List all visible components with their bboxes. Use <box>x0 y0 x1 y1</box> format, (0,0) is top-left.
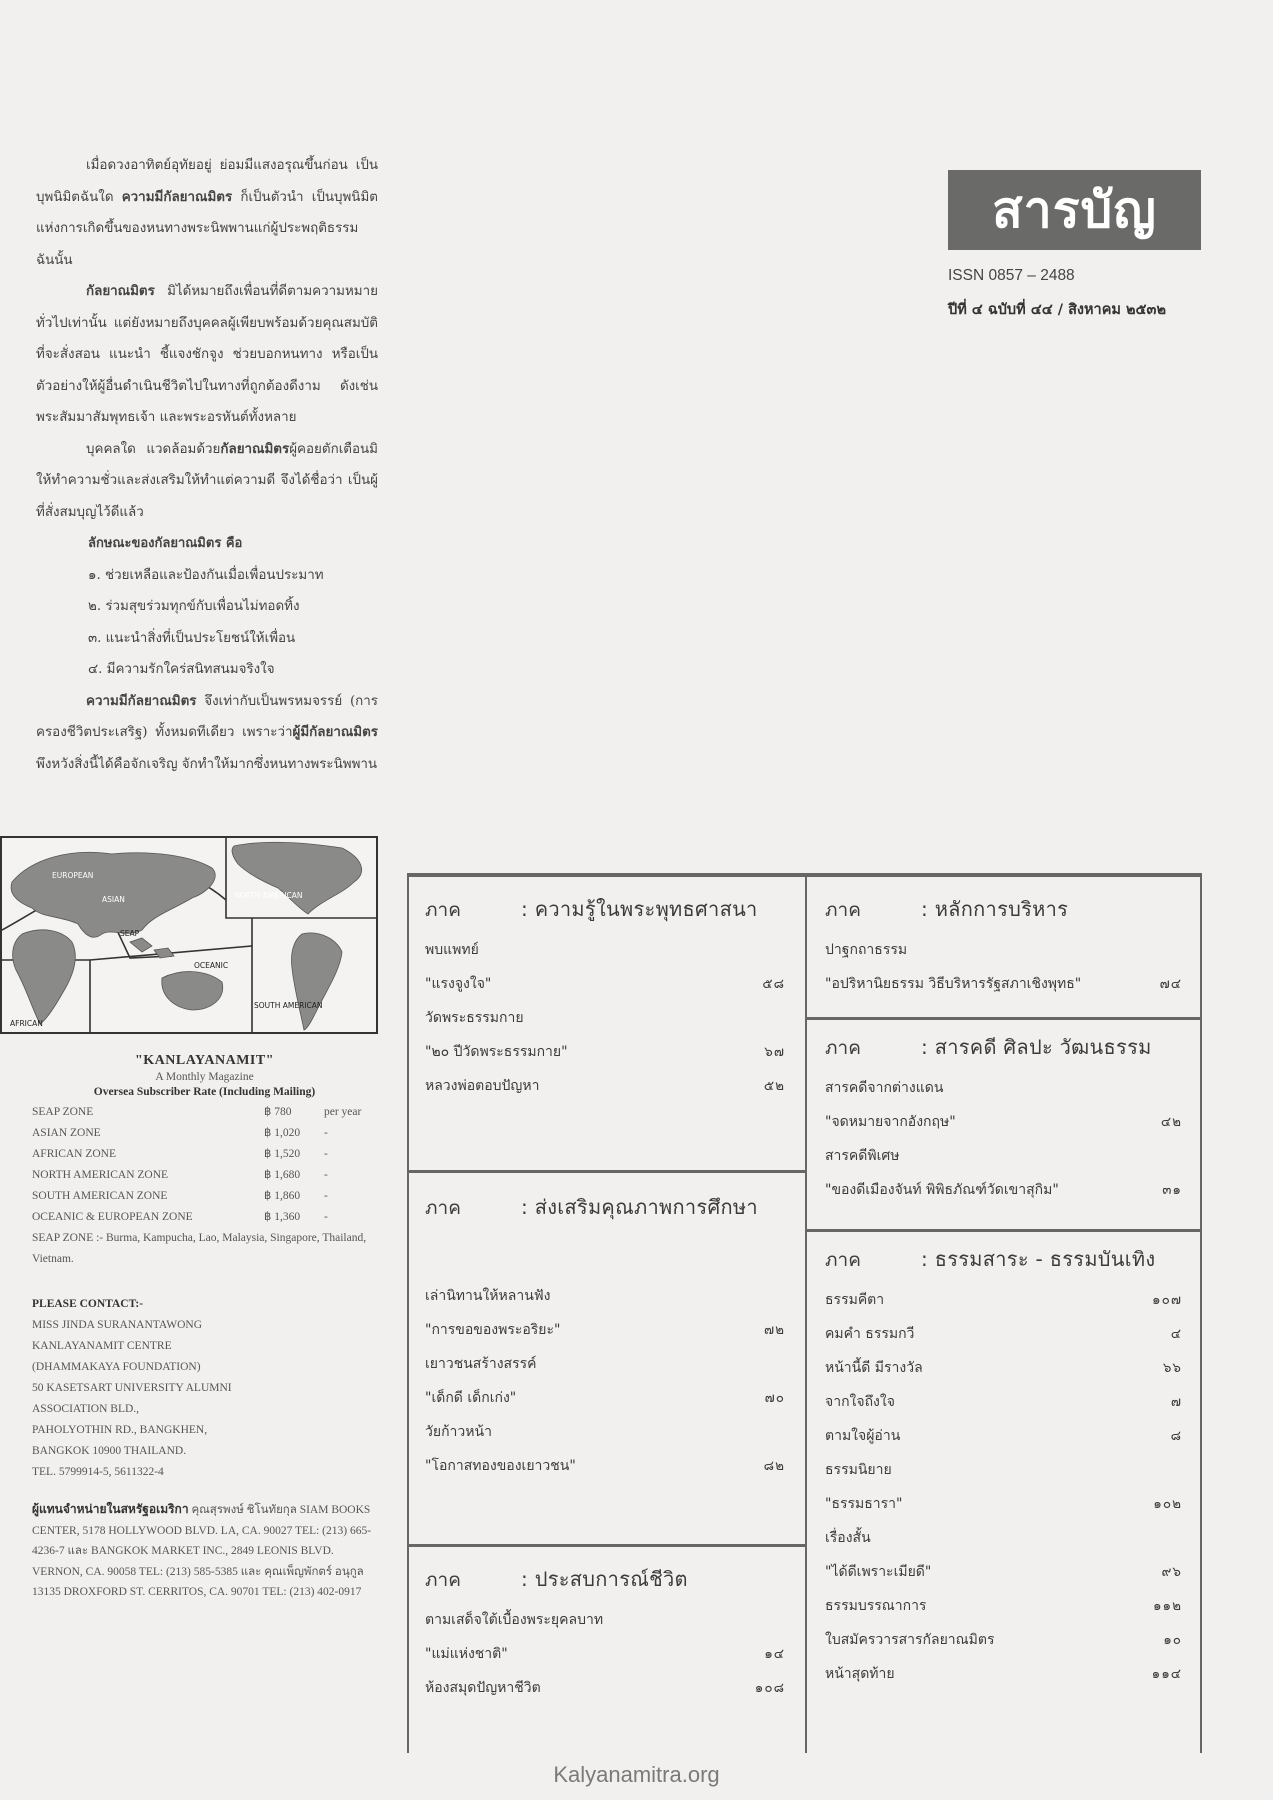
entry-page: ๓๑ <box>1162 1182 1182 1198</box>
map-drawing <box>2 838 376 1032</box>
toc-entry[interactable] <box>825 1139 1182 1173</box>
rate-row <box>32 1165 377 1186</box>
contact-line: TEL. 5799914-5, 5611322-4 <box>32 1466 164 1478</box>
entry-title: หน้านี้ดี มีรางวัล <box>825 1360 923 1376</box>
map-label-european: EUROPEAN <box>52 871 94 880</box>
section-header <box>425 1187 785 1227</box>
north-america-landmass <box>232 842 362 914</box>
section-title: : ธรรมสาระ - ธรรมบันเทิง <box>921 1247 1156 1271</box>
entry-title: ธรรมบรรณาการ <box>825 1598 927 1614</box>
rate-list <box>32 1102 377 1228</box>
entry-page: ๑๐๘ <box>754 1680 785 1696</box>
entry-page: ๘๒ <box>763 1458 785 1474</box>
contact-line: (DHAMMAKAYA FOUNDATION) <box>32 1361 201 1373</box>
toc-section-documentary <box>807 1027 1200 1207</box>
section-header <box>425 1559 785 1599</box>
toc-entry[interactable] <box>825 1589 1182 1623</box>
map-label-oceanic: OCEANIC <box>194 961 229 970</box>
rate-unit: - <box>324 1190 328 1202</box>
rate-row <box>32 1144 377 1165</box>
rate-row <box>32 1123 377 1144</box>
us-agent-text: คุณสุรพงษ์ ชิโนทัยกุล SIAM BOOKS CENTER, 5178 HOLLYWOOD BLVD. LA, CA. 90027 TEL: (213) 665-4236-7 และ BANGKOK MARKET INC., 2849 LEONIS BLVD. VERNON, CA. 90058 TEL: (213) 585-5385 และ คุณเพ็ญพักตร์ อนุกูล 13135 DROXFORD ST. CERRITOS, CA. 90701 TEL: (213) 402-0917 <box>32 1504 372 1598</box>
entry-title: "ธรรมธารา" <box>825 1496 903 1512</box>
rate-zone: SEAP ZONE <box>32 1106 94 1118</box>
entry-title: "ของดีเมืองจันท์ พิพิธภัณฑ์วัดเขาสุกิม" <box>825 1182 1059 1198</box>
intro-paragraph-2: กัลยาณมิตร มิได้หมายถึงเพื่อนที่ดีตามความหมายทั่วไปเท่านั้น แต่ยังหมายถึงบุคคลผู้เพียบพร้อมด้วยคุณสมบัติที่จะสั่งสอน แนะนำ ชี้แจงชักจูง ช่วยบอกหนทาง หรือเป็นตัวอย่างให้ผู้อื่นดำเนินชีวิตไปในทางที่ถูกต้องดีงาม ดังเช่นพระสัมมาสัมพุทธเจ้า และพระอรหันต์ทั้งหลาย <box>36 284 378 425</box>
rate-unit: - <box>324 1169 328 1181</box>
contact-line: PAHOLYOTHIN RD., BANGKHEN, <box>32 1424 208 1436</box>
intro-text <box>36 150 378 780</box>
south-america-landmass <box>291 933 342 1030</box>
entry-page: ๑๐ <box>1163 1632 1182 1648</box>
entry-title: "โอกาสทองของเยาวชน" <box>425 1458 576 1474</box>
map-label-african: AFRICAN <box>10 1019 43 1028</box>
contact-block <box>32 1294 377 1483</box>
rate-zone: NORTH AMERICAN ZONE <box>32 1169 169 1181</box>
toc-entry[interactable] <box>425 1347 785 1381</box>
quality-item: ๔. มีความรักใคร่สนิทสนมจริงใจ <box>88 662 275 677</box>
section-label: ภาค <box>825 899 861 921</box>
entry-page: ๗๐ <box>764 1390 785 1406</box>
entry-page: ๗๒ <box>763 1322 785 1338</box>
section-label: ภาค <box>825 1037 861 1059</box>
section-title: : ประสบการณ์ชีวิต <box>521 1567 688 1591</box>
rate-row <box>32 1102 377 1123</box>
toc-entry[interactable] <box>825 1173 1182 1207</box>
entry-title: วัดพระธรรมกาย <box>425 1010 524 1026</box>
entry-title: "แรงจูงใจ" <box>425 976 492 992</box>
toc-section-education <box>409 1187 805 1483</box>
entry-title: "เด็กดี เด็กเก่ง" <box>425 1390 517 1406</box>
magazine-name: "KANLAYANAMIT" <box>135 1053 274 1068</box>
entry-page: ๑๐๗ <box>1152 1292 1182 1308</box>
entry-title: ห้องสมุดปัญหาชีวิต <box>425 1680 541 1696</box>
section-header <box>825 889 1182 929</box>
toc-entry[interactable] <box>825 1105 1182 1139</box>
toc-section-dhamma <box>807 1239 1200 1691</box>
entry-title: ตามเสด็จใต้เบื้องพระยุคลบาท <box>425 1612 604 1628</box>
section-label: ภาค <box>425 1569 461 1591</box>
rate-unit: per year <box>324 1106 362 1118</box>
toc-entry[interactable] <box>425 967 785 1001</box>
entry-page: ๕๘ <box>762 976 785 992</box>
entry-title: ใบสมัครวารสารกัลยาณมิตร <box>825 1632 995 1648</box>
quality-item: ๑. ช่วยเหลือและป้องกันเมื่อเพื่อนประมาท <box>88 567 324 583</box>
entry-title: เยาวชนสร้างสรรค์ <box>425 1356 537 1372</box>
section-divider <box>409 1170 805 1173</box>
toc-entry[interactable] <box>825 1521 1182 1555</box>
intro-paragraph-4: ความมีกัลยาณมิตร จึงเท่ากับเป็นพรหมจรรย์ (การครองชีวิตประเสริฐ) ทั้งหมดทีเดียว เพราะว่าผู้มีกัลยาณมิตร พึงหวังสิ่งนี้ได้คือจักเจริญ จักทำให้มากซึ่งหนทางพระนิพพาน <box>36 693 378 772</box>
intro-paragraph-3: บุคคลใด แวดล้อมด้วยกัลยาณมิตรผู้คอยตักเตือนมิให้ทำความชั่วและส่งเสริมให้ทำแต่ความดี จึงได้ชื่อว่า เป็นผู้ที่สั่งสมบุญไว้ดีแล้ว <box>36 441 378 520</box>
us-agent-title: ผู้แทนจำหน่ายในสหรัฐอเมริกา <box>32 1502 189 1516</box>
rate-zone: AFRICAN ZONE <box>32 1148 117 1160</box>
toc-entry[interactable] <box>425 1449 785 1483</box>
toc-entry[interactable] <box>825 1453 1182 1487</box>
issn: ISSN 0857 – 2488 <box>948 267 1075 284</box>
rate-price: ฿ 1,520 <box>264 1148 301 1160</box>
rate-row <box>32 1186 377 1207</box>
entry-page: ๔๒ <box>1160 1114 1182 1130</box>
map-label-asian: ASIAN <box>102 895 125 904</box>
entry-title: สารคดีจากต่างแดน <box>825 1080 944 1096</box>
toc-section-life-experience <box>409 1559 805 1705</box>
contact-line: KANLAYANAMIT CENTRE <box>32 1340 172 1352</box>
entry-title: "จดหมายจากอังกฤษ" <box>825 1114 956 1130</box>
entry-title: "อปริหานิยธรรม วิธีบริหารรัฐสภาเชิงพุทธ" <box>825 976 1082 992</box>
section-divider <box>807 1229 1200 1232</box>
qualities-heading: ลักษณะของกัลยาณมิตร คือ <box>88 536 243 551</box>
entry-page: ๖๗ <box>764 1044 785 1060</box>
toc-entry[interactable] <box>825 1317 1182 1351</box>
rate-price: ฿ 1,020 <box>264 1127 301 1139</box>
map-label-south-american: SOUTH AMERICAN <box>254 1001 323 1010</box>
website-footer: Kalyanamitra.org <box>553 1762 720 1787</box>
toc-entry[interactable] <box>425 1415 785 1449</box>
entry-title: "แม่แห่งชาติ" <box>425 1646 508 1662</box>
entry-title: หลวงพ่อตอบปัญหา <box>425 1078 540 1094</box>
toc-entry[interactable] <box>825 1623 1182 1657</box>
magazine-frequency: A Monthly Magazine <box>155 1071 254 1083</box>
entry-page: ๑๑๒ <box>1152 1598 1182 1614</box>
rate-zone: ASIAN ZONE <box>32 1127 101 1139</box>
rate-price: ฿ 1,860 <box>264 1190 301 1202</box>
section-title: : สารคดี ศิลปะ วัฒนธรรม <box>921 1035 1152 1059</box>
entry-title: ตามใจผู้อ่าน <box>825 1428 901 1444</box>
section-title: : ส่งเสริมคุณภาพการศึกษา <box>521 1195 758 1219</box>
contact-line: ASSOCIATION BLD., <box>32 1403 140 1415</box>
entry-page: ๑๑๔ <box>1151 1666 1182 1682</box>
toc-entry[interactable] <box>825 1487 1182 1521</box>
rate-row <box>32 1207 377 1228</box>
toc-entry[interactable] <box>425 933 785 967</box>
rate-price: ฿ 780 <box>264 1106 292 1118</box>
section-title: : หลักการบริหาร <box>921 897 1069 921</box>
map-label-seap: SEAP <box>120 929 140 938</box>
entry-title: ธรรมคีตา <box>825 1292 885 1308</box>
toc-entry[interactable] <box>825 933 1182 967</box>
rate-unit: - <box>324 1148 328 1160</box>
entry-title: สารคดีพิเศษ <box>825 1148 900 1164</box>
entry-title: ธรรมนิยาย <box>825 1462 892 1478</box>
toc-entry[interactable] <box>425 1603 785 1637</box>
entry-title: เรื่องสั้น <box>825 1530 871 1546</box>
issue-info: ปีที่ ๔ ฉบับที่ ๔๔ / สิงหาคม ๒๕๓๒ <box>948 302 1167 318</box>
section-header <box>825 1027 1182 1067</box>
toc-section-buddhism <box>409 889 805 1103</box>
entry-page: ๖๖ <box>1162 1360 1182 1376</box>
section-label: ภาค <box>825 1249 861 1271</box>
contents-logo: สารบัญ <box>948 170 1201 250</box>
entry-page: ๙๖ <box>1161 1564 1182 1580</box>
toc-section-administration <box>807 889 1200 1001</box>
entry-page: ๑๐๒ <box>1153 1496 1182 1512</box>
section-title: : ความรู้ในพระพุทธศาสนา <box>521 897 758 921</box>
africa-landmass <box>13 930 76 1024</box>
toc-entry[interactable] <box>425 1637 785 1671</box>
entry-title: "ได้ดีเพราะเมียดี" <box>825 1564 932 1580</box>
entry-page: ๗ <box>1170 1394 1182 1410</box>
toc-entry[interactable] <box>825 1351 1182 1385</box>
section-divider <box>409 1544 805 1547</box>
entry-title: หน้าสุดท้าย <box>825 1666 895 1682</box>
table-of-contents <box>407 873 1202 1753</box>
rate-price: ฿ 1,360 <box>264 1211 301 1223</box>
toc-entry[interactable] <box>425 1279 785 1313</box>
rate-zone: SOUTH AMERICAN ZONE <box>32 1190 168 1202</box>
seap-zone-note: SEAP ZONE :- Burma, Kampucha, Lao, Malaysia, Singapore, Thailand, Vietnam. <box>32 1232 367 1265</box>
toc-entry[interactable] <box>425 1035 785 1069</box>
quality-item: ๒. ร่วมสุขร่วมทุกข์กับเพื่อนไม่ทอดทิ้ง <box>88 599 300 614</box>
entry-page: ๕๒ <box>763 1078 785 1094</box>
contact-line: BANGKOK 10900 THAILAND. <box>32 1445 187 1457</box>
entry-title: "การขอของพระอริยะ" <box>425 1322 561 1338</box>
australia-landmass <box>162 972 223 1010</box>
contact-line: MISS JINDA SURANANTAWONG <box>32 1319 203 1331</box>
entry-page: ๑๔ <box>764 1646 785 1662</box>
toc-entry[interactable] <box>825 1419 1182 1453</box>
quality-item: ๓. แนะนำสิ่งที่เป็นประโยชน์ให้เพื่อน <box>88 630 296 646</box>
subscription-info <box>32 1053 377 1603</box>
intro-paragraph-1: เมื่อดวงอาทิตย์อุทัยอยู่ ย่อมมีแสงอรุณขึ้นก่อน เป็นบุพนิมิตฉันใด ความมีกัลยาณมิตร ก็เป็นตัวนำ เป็นบุพนิมิตแห่งการเกิดขึ้นของหนทางพระนิพพานแก่ผู้ประพฤติธรรม ฉันนั้น <box>36 158 378 268</box>
entry-title: คมคำ ธรรมกวี <box>825 1326 915 1342</box>
toc-entry[interactable] <box>825 1283 1182 1317</box>
rate-heading: Oversea Subscriber Rate (Including Mailing) <box>93 1086 316 1098</box>
entry-title: เล่านิทานให้หลานฟัง <box>425 1288 551 1304</box>
toc-entry[interactable] <box>825 1657 1182 1691</box>
rate-unit: - <box>324 1127 328 1139</box>
entry-page: ๔ <box>1170 1326 1182 1342</box>
rate-price: ฿ 1,680 <box>264 1169 301 1181</box>
rate-zone: OCEANIC & EUROPEAN ZONE <box>32 1211 193 1223</box>
us-agent-info <box>32 1499 377 1603</box>
entry-title: จากใจถึงใจ <box>825 1394 895 1410</box>
toc-entry[interactable] <box>425 1671 785 1705</box>
entry-page: ๗๔ <box>1159 976 1182 992</box>
seap-islands <box>130 938 152 952</box>
toc-entry[interactable] <box>425 1381 785 1415</box>
toc-entry[interactable] <box>425 1069 785 1103</box>
section-header <box>825 1239 1182 1279</box>
map-label-north-american: NORTH AMERICAN <box>234 891 303 900</box>
toc-entry[interactable] <box>825 1555 1182 1589</box>
contact-heading: PLEASE CONTACT:- <box>32 1298 144 1310</box>
toc-entry[interactable] <box>425 1001 785 1035</box>
toc-entry[interactable] <box>825 967 1182 1001</box>
rate-unit: - <box>324 1211 328 1223</box>
entry-title: พบแพทย์ <box>425 942 479 958</box>
section-label: ภาค <box>425 1197 461 1219</box>
toc-entry[interactable] <box>825 1385 1182 1419</box>
toc-entry[interactable] <box>825 1071 1182 1105</box>
section-divider <box>807 1017 1200 1020</box>
entry-page: ๘ <box>1170 1428 1182 1444</box>
entry-title: วัยก้าวหน้า <box>425 1424 492 1440</box>
entry-title: ปาฐกถาธรรม <box>825 942 908 958</box>
section-label: ภาค <box>425 899 461 921</box>
entry-title: "๒๐ ปีวัดพระธรรมกาย" <box>425 1044 568 1060</box>
section-header <box>425 889 785 929</box>
contact-line: 50 KASETSART UNIVERSITY ALUMNI <box>32 1382 232 1394</box>
world-zone-map <box>0 836 378 1034</box>
toc-entry[interactable] <box>425 1313 785 1347</box>
